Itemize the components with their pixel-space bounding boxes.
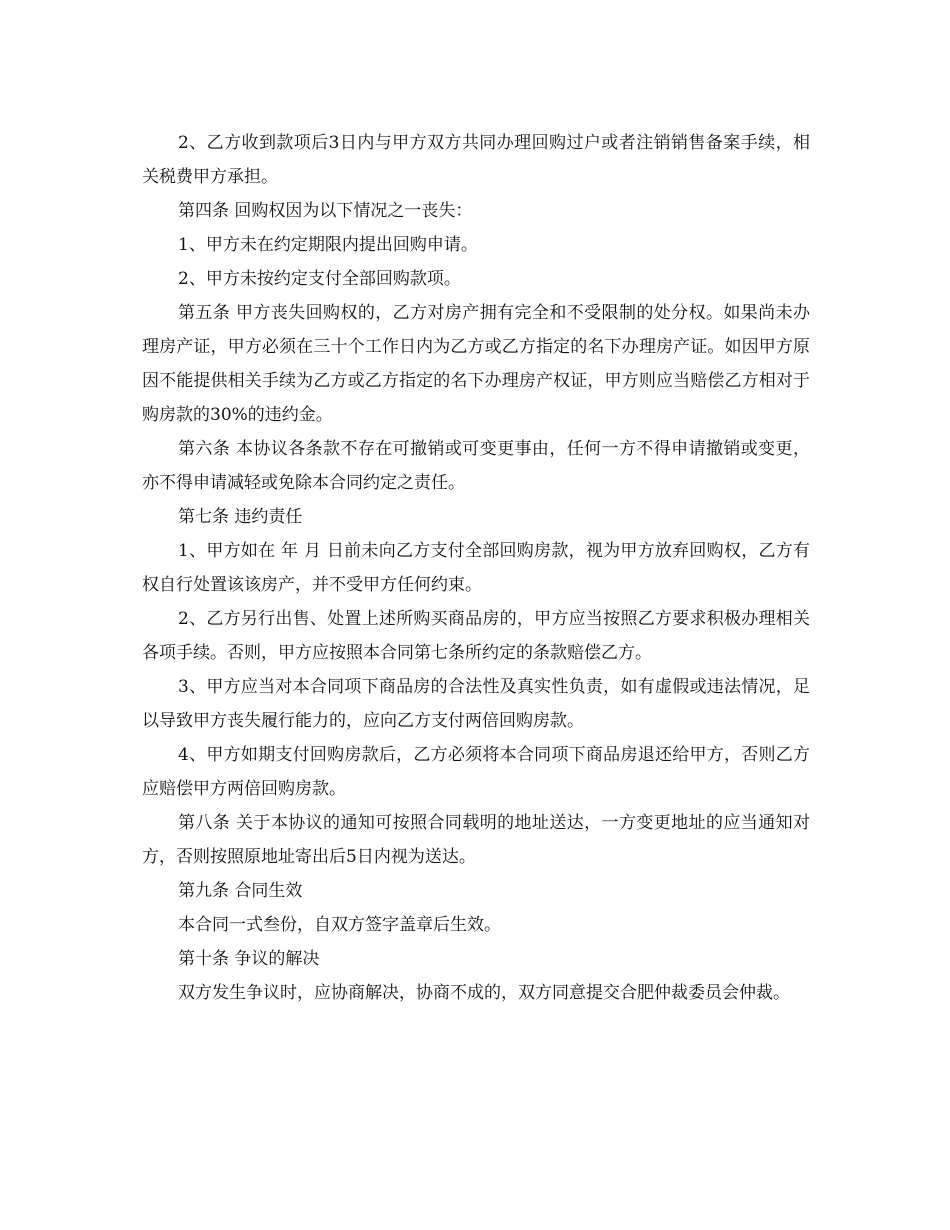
paragraph-article-7-item-3: 3、甲方应当对本合同项下商品房的合法性及真实性负责，如有虚假或违法情况，足以导致甲方丧失履行能力的，应向乙方支付两倍回购房款。 [142,677,810,731]
paragraph-article-7-item-1: 1、甲方如在 年 月 日前未向乙方支付全部回购房款，视为甲方放弃回购权，乙方有权自行处置该该房产，并不受甲方任何约束。 [142,541,810,595]
paragraph-article-8: 第八条 关于本协议的通知可按照合同载明的地址送达，一方变更地址的应当通知对方，否则按照原地址寄出后5日内视为送达。 [142,813,810,867]
paragraph-article-4-item-1: 1、甲方未在约定期限内提出回购申请。 [178,235,478,255]
paragraph-article-10-body: 双方发生争议时，应协商解决，协商不成的，双方同意提交合肥仲裁委员会仲裁。 [178,983,790,1003]
paragraph-article-7-item-4: 4、甲方如期支付回购房款后，乙方必须将本合同项下商品房退还给甲方，否则乙方应赔偿甲方两倍回购房款。 [142,745,810,799]
paragraph-article-4-item-2: 2、甲方未按约定支付全部回购款项。 [178,269,461,289]
paragraph-article-9-body: 本合同一式叁份，自双方签字盖章后生效。 [178,915,501,935]
paragraph-article-4-heading: 第四条 回购权因为以下情况之一丧失： [178,201,473,221]
paragraph-clause-3-item-2: 2、乙方收到款项后3日内与甲方双方共同办理回购过户或者注销销售备案手续，相关税费甲方承担。 [142,133,810,187]
paragraph-article-10-heading: 第十条 争议的解决 [178,949,320,969]
document-body [142,126,810,1010]
paragraph-article-7-heading: 第七条 违约责任 [178,507,303,527]
paragraph-article-6: 第六条 本协议各条款不存在可撤销或可变更事由，任何一方不得申请撤销或变更，亦不得申请减轻或免除本合同约定之责任。 [142,439,810,493]
paragraph-article-7-item-2: 2、乙方另行出售、处置上述所购买商品房的，甲方应当按照乙方要求积极办理相关各项手续。否则，甲方应按照本合同第七条所约定的条款赔偿乙方。 [142,609,810,663]
paragraph-article-5: 第五条 甲方丧失回购权的，乙方对房产拥有完全和不受限制的处分权。如果尚未办理房产证，甲方必须在三十个工作日内为乙方或乙方指定的名下办理房产证。如因甲方原因不能提供相关手续为乙方或乙方指定的名下办理房产权证，甲方则应当赔偿乙方相对于购房款的30%的违约金。 [142,303,810,425]
paragraph-article-9-heading: 第九条 合同生效 [178,881,303,901]
